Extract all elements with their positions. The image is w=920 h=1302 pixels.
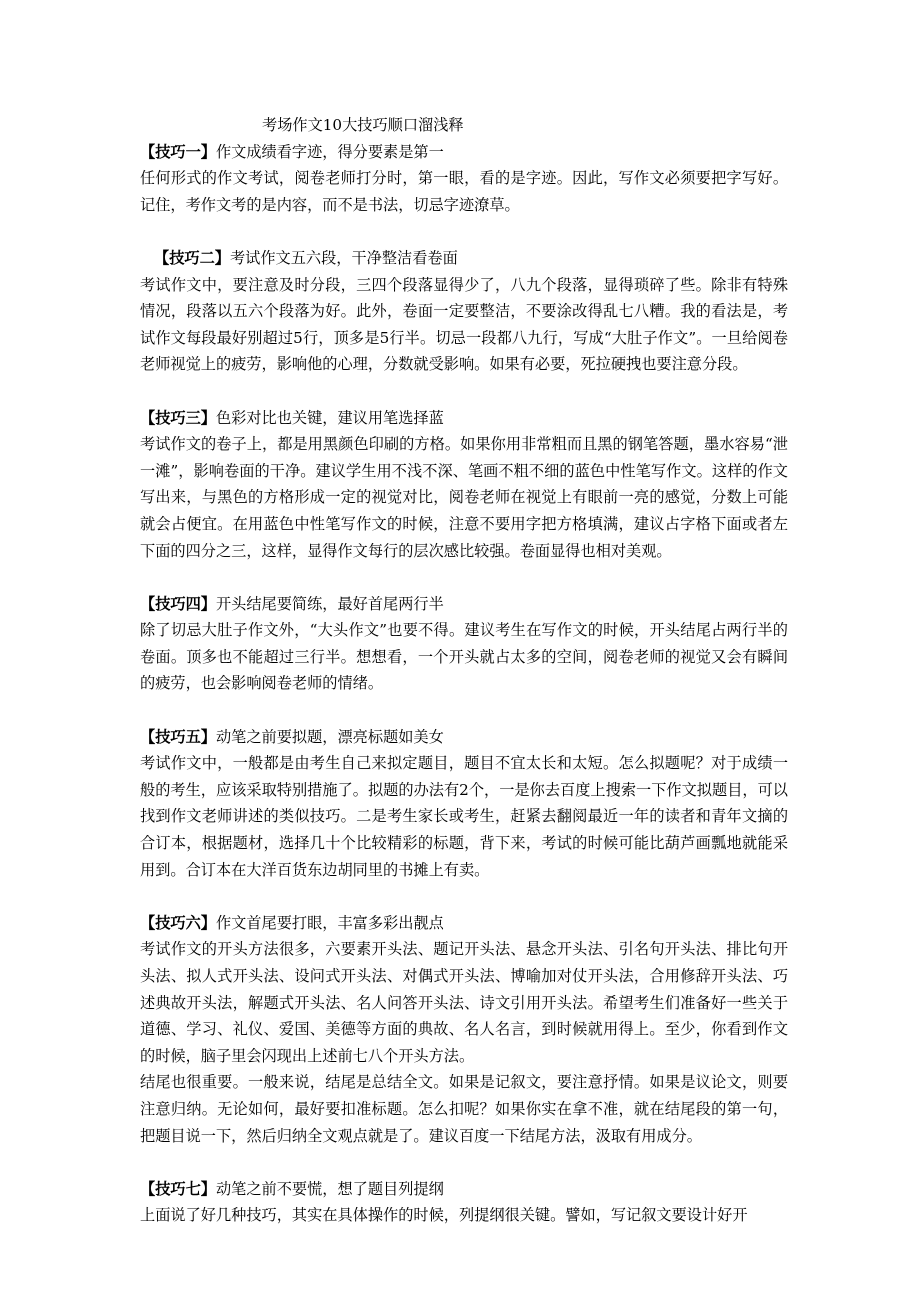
section-heading <box>140 139 788 166</box>
section-heading-text: 开头结尾要简练，最好首尾两行半 <box>215 594 444 613</box>
section-tip-5 <box>140 724 788 884</box>
section-heading-text: 作文首尾要打眼，丰富多彩出靓点 <box>215 913 444 932</box>
section-label: 【技巧六】 <box>140 913 216 932</box>
section-tip-4 <box>140 591 788 697</box>
section-label: 【技巧七】 <box>140 1179 216 1198</box>
section-tip-3 <box>140 405 788 565</box>
section-heading <box>140 591 788 618</box>
section-paragraph: 上面说了好几种技巧，其实在具体操作的时候，列提纲很关键。譬如，写记叙文要设计好开 <box>140 1206 748 1225</box>
section-tip-1 <box>140 139 788 219</box>
section-paragraph: 考试作文的卷子上，都是用黑颜色印刷的方格。如果你用非常粗而且黑的钢笔答题，墨水容易“泄一滩”，影响卷面的干净。建议学生用不浅不深、笔画不粗不细的蓝色中性笔写作文。这样的作文写出来，与黑色的方格形成一定的视觉对比，阅卷老师在视觉上有眼前一亮的感觉，分数上可能就会占便宜。在用蓝色中性笔写作文的时候，注意不要用字把方格填满，建议占字格下面或者左下面的四分之三，这样，显得作文每行的层次感比较强。卷面显得也相对美观。 <box>140 435 788 560</box>
section-paragraph: 考试作文中，一般都是由考生自己来拟定题目，题目不宜太长和太短。怎么拟题呢？对于成绩一般的考生，应该采取特别措施了。拟题的办法有2个，一是你去百度上搜索一下作文拟题目，可以找到作文老师讲述的类似技巧。二是考生家长或考生，赶紧去翻阅最近一年的读者和青年文摘的合订本，根据题材，选择几十个比较精彩的标题，背下来，考试的时候可能比葫芦画瓢地就能采用到。合订本在大洋百货东边胡同里的书摊上有卖。 <box>140 754 788 879</box>
section-label: 【技巧四】 <box>140 594 216 613</box>
section-heading-text: 色彩对比也关键，建议用笔选择蓝 <box>215 408 444 427</box>
section-heading <box>140 245 788 272</box>
section-tip-2 <box>140 245 788 378</box>
section-paragraph: 除了切忌大肚子作文外，“大头作文”也要不得。建议考生在写作文的时候，开头结尾占两行半的卷面。顶多也不能超过三行半。想想看，一个开头就占太多的空间，阅卷老师的视觉又会有瞬间的疲劳，也会影响阅卷老师的情绪。 <box>140 621 788 693</box>
section-heading-text: 考试作文五六段，干净整洁看卷面 <box>229 248 458 267</box>
section-paragraph: 结尾也很重要。一般来说，结尾是总结全文。如果是记叙文，要注意抒情。如果是议论文，则要注意归纳。无论如何，最好要扣准标题。怎么扣呢？如果你实在拿不准，就在结尾段的第一句，把题目说一下，然后归纳全文观点就是了。建议百度一下结尾方法，汲取有用成分。 <box>140 1073 788 1145</box>
section-label: 【技巧五】 <box>140 727 216 746</box>
section-label: 【技巧一】 <box>140 142 216 161</box>
section-heading-text: 动笔之前不要慌，想了题目列提纲 <box>215 1179 444 1198</box>
section-heading-text: 作文成绩看字迹，得分要素是第一 <box>215 142 444 161</box>
section-heading <box>140 405 788 432</box>
section-heading <box>140 724 788 751</box>
section-tip-6 <box>140 910 788 1149</box>
section-label: 【技巧二】 <box>154 248 230 267</box>
section-tip-7 <box>140 1176 788 1229</box>
document-title: 考场作文10大技巧顺口溜浅释 <box>262 116 464 134</box>
section-paragraph: 考试作文的开头方法很多，六要素开头法、题记开头法、悬念开头法、引名句开头法、排比句开头法、拟人式开头法、设问式开头法、对偶式开头法、博喻加对仗开头法，合用修辞开头法、巧述典故开头法，解题式开头法、名人问答开头法、诗文引用开头法。希望考生们准备好一些关于道德、学习、礼仪、爱国、美德等方面的典故、名人名言，到时候就用得上。至少，你看到作文的时候，脑子里会闪现出上述前七八个开头方法。 <box>140 940 788 1065</box>
section-paragraph: 任何形式的作文考试，阅卷老师打分时，第一眼，看的是字迹。因此，写作文必须要把字写好。记住，考作文考的是内容，而不是书法，切忌字迹潦草。 <box>140 169 788 214</box>
section-paragraph: 考试作文中，要注意及时分段，三四个段落显得少了，八九个段落，显得琐碎了些。除非有特殊情况，段落以五六个段落为好。此外，卷面一定要整洁，不要涂改得乱七八糟。我的看法是，考试作文每段最好别超过5行，顶多是5行半。切忌一段都八九行，写成“大肚子作文”。一旦给阅卷老师视觉上的疲劳，影响他的心理，分数就受影响。如果有必要，死拉硬拽也要注意分段。 <box>140 275 788 374</box>
section-heading <box>140 910 788 937</box>
section-heading <box>140 1176 788 1203</box>
section-label: 【技巧三】 <box>140 408 216 427</box>
section-heading-text: 动笔之前要拟题，漂亮标题如美女 <box>215 727 444 746</box>
document-page <box>140 112 788 1256</box>
